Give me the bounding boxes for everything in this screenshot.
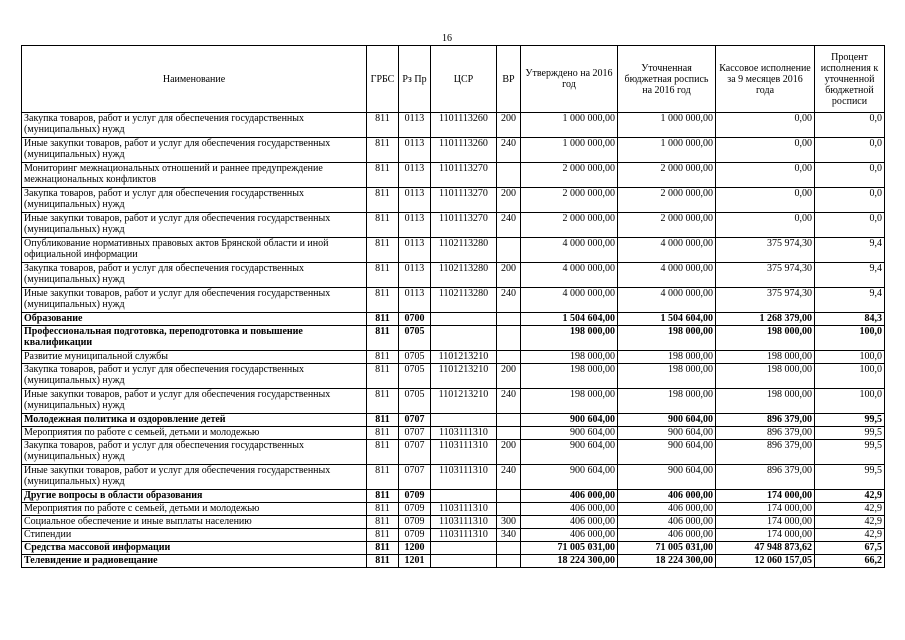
table-row <box>22 113 885 138</box>
cell-percent: 42,9 <box>815 490 885 503</box>
cell-name: Опубликование нормативных правовых актов Брянской области и иной официальной информации <box>22 238 367 263</box>
table-row <box>22 163 885 188</box>
cell-rzpr: 0709 <box>399 529 431 542</box>
cell-cash: 896 379,00 <box>716 440 815 465</box>
cell-name: Иные закупки товаров, работ и услуг для обеспечения государственных (муниципальных) нужд <box>22 465 367 490</box>
cell-refined: 2 000 000,00 <box>618 163 716 188</box>
cell-approved: 406 000,00 <box>521 516 618 529</box>
cell-name: Профессиональная подготовка, переподготовка и повышение квалификации <box>22 326 367 351</box>
cell-cash: 174 000,00 <box>716 516 815 529</box>
cell-approved: 900 604,00 <box>521 427 618 440</box>
cell-grbs: 811 <box>367 213 399 238</box>
cell-grbs: 811 <box>367 503 399 516</box>
cell-csr <box>431 490 497 503</box>
cell-cash: 198 000,00 <box>716 351 815 364</box>
cell-name: Закупка товаров, работ и услуг для обеспечения государственных (муниципальных) нужд <box>22 188 367 213</box>
cell-name: Закупка товаров, работ и услуг для обеспечения государственных (муниципальных) нужд <box>22 263 367 288</box>
cell-name: Иные закупки товаров, работ и услуг для обеспечения государственных (муниципальных) нужд <box>22 138 367 163</box>
cell-csr: 1101113260 <box>431 138 497 163</box>
table-header <box>22 46 885 113</box>
cell-csr: 1101213210 <box>431 351 497 364</box>
table-body <box>22 113 885 568</box>
cell-percent: 100,0 <box>815 364 885 389</box>
cell-grbs: 811 <box>367 313 399 326</box>
cell-cash: 12 060 157,05 <box>716 555 815 568</box>
cell-refined: 1 504 604,00 <box>618 313 716 326</box>
cell-csr: 1101113270 <box>431 188 497 213</box>
table-row <box>22 213 885 238</box>
table-row <box>22 490 885 503</box>
cell-approved: 2 000 000,00 <box>521 163 618 188</box>
cell-csr <box>431 326 497 351</box>
cell-approved: 2 000 000,00 <box>521 213 618 238</box>
cell-cash: 198 000,00 <box>716 389 815 414</box>
cell-csr: 1103111310 <box>431 440 497 465</box>
cell-refined: 900 604,00 <box>618 414 716 427</box>
cell-refined: 2 000 000,00 <box>618 213 716 238</box>
header-name: Наименование <box>22 46 367 113</box>
cell-vr <box>497 313 521 326</box>
cell-refined: 406 000,00 <box>618 529 716 542</box>
cell-percent: 99,5 <box>815 440 885 465</box>
cell-vr <box>497 414 521 427</box>
table-row <box>22 542 885 555</box>
cell-approved: 900 604,00 <box>521 440 618 465</box>
cell-name: Средства массовой информации <box>22 542 367 555</box>
cell-approved: 406 000,00 <box>521 503 618 516</box>
cell-csr: 1101213210 <box>431 364 497 389</box>
budget-table <box>21 45 885 568</box>
cell-grbs: 811 <box>367 351 399 364</box>
cell-cash: 47 948 873,62 <box>716 542 815 555</box>
cell-cash: 896 379,00 <box>716 427 815 440</box>
cell-grbs: 811 <box>367 490 399 503</box>
cell-vr: 240 <box>497 389 521 414</box>
cell-rzpr: 0705 <box>399 326 431 351</box>
cell-name: Социальное обеспечение и иные выплаты населению <box>22 516 367 529</box>
header-refined: Уточненная бюджетная роспись на 2016 год <box>618 46 716 113</box>
cell-refined: 4 000 000,00 <box>618 288 716 313</box>
cell-cash: 0,00 <box>716 163 815 188</box>
cell-csr: 1102113280 <box>431 238 497 263</box>
cell-name: Мероприятия по работе с семьей, детьми и молодежью <box>22 427 367 440</box>
cell-percent: 0,0 <box>815 163 885 188</box>
table-row <box>22 364 885 389</box>
cell-percent: 42,9 <box>815 529 885 542</box>
cell-rzpr: 0113 <box>399 263 431 288</box>
cell-vr: 200 <box>497 188 521 213</box>
header-cash: Кассовое исполнение за 9 месяцев 2016 года <box>716 46 815 113</box>
page-number: 16 <box>442 33 452 44</box>
cell-grbs: 811 <box>367 238 399 263</box>
cell-rzpr: 1201 <box>399 555 431 568</box>
cell-vr <box>497 503 521 516</box>
cell-csr: 1101213210 <box>431 389 497 414</box>
cell-refined: 1 000 000,00 <box>618 138 716 163</box>
cell-name: Развитие муниципальной службы <box>22 351 367 364</box>
cell-grbs: 811 <box>367 529 399 542</box>
cell-approved: 1 000 000,00 <box>521 138 618 163</box>
cell-csr <box>431 313 497 326</box>
cell-csr: 1102113280 <box>431 288 497 313</box>
cell-name: Иные закупки товаров, работ и услуг для обеспечения государственных (муниципальных) нужд <box>22 288 367 313</box>
cell-approved: 4 000 000,00 <box>521 238 618 263</box>
cell-csr: 1101113270 <box>431 163 497 188</box>
cell-refined: 900 604,00 <box>618 440 716 465</box>
cell-csr: 1103111310 <box>431 503 497 516</box>
cell-vr: 200 <box>497 263 521 288</box>
cell-cash: 896 379,00 <box>716 465 815 490</box>
cell-refined: 900 604,00 <box>618 427 716 440</box>
cell-percent: 66,2 <box>815 555 885 568</box>
cell-grbs: 811 <box>367 364 399 389</box>
cell-cash: 174 000,00 <box>716 490 815 503</box>
cell-rzpr: 0705 <box>399 364 431 389</box>
table-row <box>22 263 885 288</box>
cell-vr: 240 <box>497 288 521 313</box>
cell-vr <box>497 163 521 188</box>
header-csr: ЦСР <box>431 46 497 113</box>
cell-cash: 375 974,30 <box>716 263 815 288</box>
cell-cash: 1 268 379,00 <box>716 313 815 326</box>
cell-rzpr: 0707 <box>399 440 431 465</box>
cell-vr <box>497 326 521 351</box>
cell-name: Мониторинг межнациональных отношений и раннее предупреждение межнациональных конфликтов <box>22 163 367 188</box>
cell-name: Образование <box>22 313 367 326</box>
cell-approved: 900 604,00 <box>521 465 618 490</box>
cell-approved: 71 005 031,00 <box>521 542 618 555</box>
cell-cash: 0,00 <box>716 188 815 213</box>
cell-grbs: 811 <box>367 555 399 568</box>
cell-vr: 300 <box>497 516 521 529</box>
cell-rzpr: 0113 <box>399 138 431 163</box>
cell-cash: 174 000,00 <box>716 529 815 542</box>
cell-cash: 375 974,30 <box>716 238 815 263</box>
cell-percent: 100,0 <box>815 326 885 351</box>
cell-rzpr: 0113 <box>399 238 431 263</box>
cell-refined: 4 000 000,00 <box>618 263 716 288</box>
cell-cash: 0,00 <box>716 113 815 138</box>
cell-percent: 0,0 <box>815 213 885 238</box>
table-row <box>22 440 885 465</box>
cell-name: Другие вопросы в области образования <box>22 490 367 503</box>
cell-percent: 9,4 <box>815 263 885 288</box>
cell-rzpr: 0709 <box>399 503 431 516</box>
table-row <box>22 503 885 516</box>
cell-name: Иные закупки товаров, работ и услуг для обеспечения государственных (муниципальных) нужд <box>22 213 367 238</box>
cell-approved: 18 224 300,00 <box>521 555 618 568</box>
header-rzpr: Рз Пр <box>399 46 431 113</box>
cell-grbs: 811 <box>367 427 399 440</box>
cell-csr: 1103111310 <box>431 427 497 440</box>
table-row <box>22 238 885 263</box>
cell-grbs: 811 <box>367 516 399 529</box>
cell-rzpr: 0707 <box>399 465 431 490</box>
table-row <box>22 414 885 427</box>
cell-rzpr: 0705 <box>399 389 431 414</box>
cell-name: Телевидение и радиовещание <box>22 555 367 568</box>
cell-refined: 2 000 000,00 <box>618 188 716 213</box>
cell-rzpr: 0113 <box>399 288 431 313</box>
cell-name: Закупка товаров, работ и услуг для обеспечения государственных (муниципальных) нужд <box>22 113 367 138</box>
cell-vr: 200 <box>497 113 521 138</box>
cell-percent: 99,5 <box>815 414 885 427</box>
cell-vr <box>497 351 521 364</box>
cell-cash: 0,00 <box>716 213 815 238</box>
cell-vr: 240 <box>497 213 521 238</box>
cell-percent: 0,0 <box>815 113 885 138</box>
cell-rzpr: 0707 <box>399 414 431 427</box>
cell-percent: 99,5 <box>815 427 885 440</box>
cell-grbs: 811 <box>367 542 399 555</box>
cell-cash: 896 379,00 <box>716 414 815 427</box>
table-row <box>22 516 885 529</box>
table-row <box>22 427 885 440</box>
cell-cash: 375 974,30 <box>716 288 815 313</box>
cell-rzpr: 0705 <box>399 351 431 364</box>
cell-vr: 200 <box>497 364 521 389</box>
cell-csr: 1101113260 <box>431 113 497 138</box>
cell-grbs: 811 <box>367 163 399 188</box>
cell-percent: 42,9 <box>815 503 885 516</box>
cell-csr <box>431 555 497 568</box>
cell-refined: 198 000,00 <box>618 351 716 364</box>
header-approved: Утверждено на 2016 год <box>521 46 618 113</box>
cell-grbs: 811 <box>367 188 399 213</box>
cell-rzpr: 0709 <box>399 516 431 529</box>
cell-vr <box>497 427 521 440</box>
cell-refined: 198 000,00 <box>618 389 716 414</box>
cell-grbs: 811 <box>367 440 399 465</box>
cell-approved: 198 000,00 <box>521 326 618 351</box>
cell-vr: 200 <box>497 440 521 465</box>
cell-vr: 340 <box>497 529 521 542</box>
cell-approved: 1 000 000,00 <box>521 113 618 138</box>
table-row <box>22 138 885 163</box>
cell-percent: 67,5 <box>815 542 885 555</box>
cell-refined: 18 224 300,00 <box>618 555 716 568</box>
cell-vr <box>497 555 521 568</box>
cell-grbs: 811 <box>367 113 399 138</box>
table-row <box>22 288 885 313</box>
cell-refined: 900 604,00 <box>618 465 716 490</box>
cell-cash: 0,00 <box>716 138 815 163</box>
table-row <box>22 351 885 364</box>
cell-rzpr: 0709 <box>399 490 431 503</box>
cell-name: Закупка товаров, работ и услуг для обеспечения государственных (муниципальных) нужд <box>22 364 367 389</box>
cell-approved: 198 000,00 <box>521 351 618 364</box>
table-row <box>22 465 885 490</box>
cell-grbs: 811 <box>367 138 399 163</box>
cell-refined: 1 000 000,00 <box>618 113 716 138</box>
cell-percent: 0,0 <box>815 188 885 213</box>
cell-grbs: 811 <box>367 414 399 427</box>
cell-name: Молодежная политика и оздоровление детей <box>22 414 367 427</box>
cell-percent: 42,9 <box>815 516 885 529</box>
cell-grbs: 811 <box>367 326 399 351</box>
cell-rzpr: 0707 <box>399 427 431 440</box>
cell-rzpr: 0113 <box>399 188 431 213</box>
cell-vr <box>497 542 521 555</box>
cell-approved: 4 000 000,00 <box>521 288 618 313</box>
cell-csr: 1101113270 <box>431 213 497 238</box>
cell-rzpr: 0700 <box>399 313 431 326</box>
table-row <box>22 555 885 568</box>
cell-cash: 174 000,00 <box>716 503 815 516</box>
cell-csr: 1103111310 <box>431 529 497 542</box>
cell-refined: 406 000,00 <box>618 516 716 529</box>
cell-csr <box>431 414 497 427</box>
cell-grbs: 811 <box>367 263 399 288</box>
cell-approved: 406 000,00 <box>521 529 618 542</box>
cell-csr: 1103111310 <box>431 516 497 529</box>
cell-cash: 198 000,00 <box>716 326 815 351</box>
cell-approved: 4 000 000,00 <box>521 263 618 288</box>
cell-refined: 198 000,00 <box>618 364 716 389</box>
cell-rzpr: 1200 <box>399 542 431 555</box>
cell-csr: 1103111310 <box>431 465 497 490</box>
cell-cash: 198 000,00 <box>716 364 815 389</box>
table-row <box>22 313 885 326</box>
cell-vr: 240 <box>497 465 521 490</box>
cell-percent: 100,0 <box>815 389 885 414</box>
cell-name: Стипендии <box>22 529 367 542</box>
cell-grbs: 811 <box>367 288 399 313</box>
cell-refined: 71 005 031,00 <box>618 542 716 555</box>
cell-grbs: 811 <box>367 465 399 490</box>
cell-approved: 900 604,00 <box>521 414 618 427</box>
cell-refined: 406 000,00 <box>618 490 716 503</box>
cell-grbs: 811 <box>367 389 399 414</box>
cell-approved: 406 000,00 <box>521 490 618 503</box>
cell-percent: 100,0 <box>815 351 885 364</box>
cell-name: Закупка товаров, работ и услуг для обеспечения государственных (муниципальных) нужд <box>22 440 367 465</box>
cell-name: Иные закупки товаров, работ и услуг для обеспечения государственных (муниципальных) нужд <box>22 389 367 414</box>
table-row <box>22 188 885 213</box>
cell-vr: 240 <box>497 138 521 163</box>
header-grbs: ГРБС <box>367 46 399 113</box>
header-percent: Процент исполнения к уточненной бюджетной росписи <box>815 46 885 113</box>
header-vr: ВР <box>497 46 521 113</box>
cell-approved: 2 000 000,00 <box>521 188 618 213</box>
cell-rzpr: 0113 <box>399 213 431 238</box>
cell-refined: 4 000 000,00 <box>618 238 716 263</box>
cell-approved: 198 000,00 <box>521 389 618 414</box>
cell-percent: 9,4 <box>815 238 885 263</box>
cell-rzpr: 0113 <box>399 113 431 138</box>
cell-percent: 0,0 <box>815 138 885 163</box>
cell-csr: 1102113280 <box>431 263 497 288</box>
cell-vr <box>497 490 521 503</box>
cell-percent: 99,5 <box>815 465 885 490</box>
cell-refined: 406 000,00 <box>618 503 716 516</box>
cell-vr <box>497 238 521 263</box>
table-row <box>22 389 885 414</box>
cell-approved: 1 504 604,00 <box>521 313 618 326</box>
cell-refined: 198 000,00 <box>618 326 716 351</box>
cell-percent: 9,4 <box>815 288 885 313</box>
cell-approved: 198 000,00 <box>521 364 618 389</box>
cell-csr <box>431 542 497 555</box>
table-row <box>22 529 885 542</box>
cell-rzpr: 0113 <box>399 163 431 188</box>
table-row <box>22 326 885 351</box>
cell-name: Мероприятия по работе с семьей, детьми и молодежью <box>22 503 367 516</box>
cell-percent: 84,3 <box>815 313 885 326</box>
